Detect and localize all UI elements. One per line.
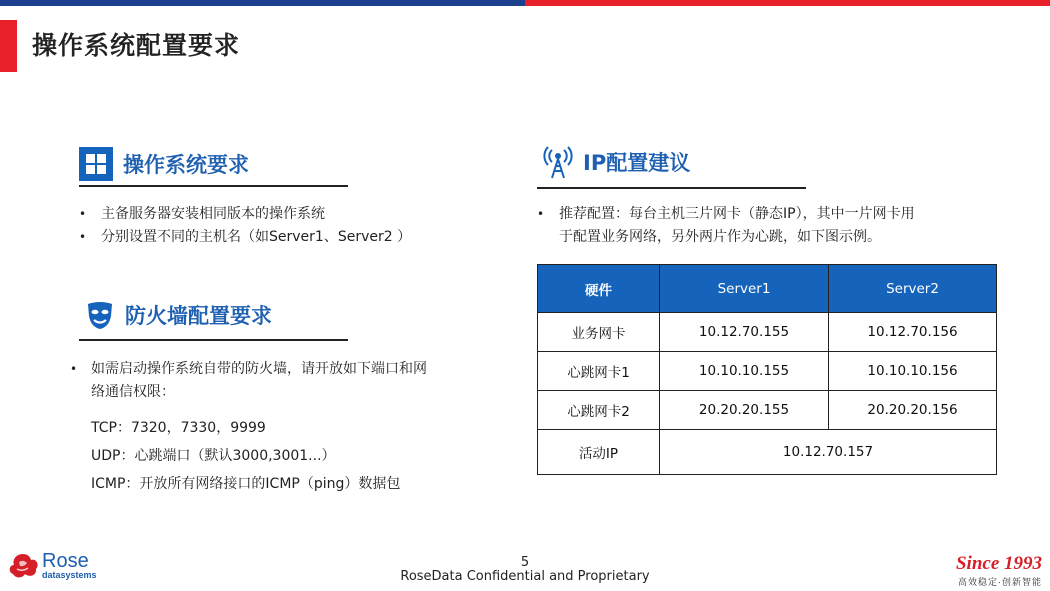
table-cell: 心跳网卡2 xyxy=(538,391,660,430)
list-item-text: 推荐配置：每台主机三片网卡（静态IP），其中一片网卡用 于配置业务网络，另外两片作为心跳，如下图示例。 xyxy=(559,206,915,245)
table-cell: 20.20.20.156 xyxy=(829,391,997,430)
firewall-port-details xyxy=(91,414,400,498)
firewall-section-underline xyxy=(79,339,348,341)
table-row xyxy=(538,391,997,430)
table-cell: 10.10.10.156 xyxy=(829,352,997,391)
os-bullet-list xyxy=(79,203,499,249)
windows-icon xyxy=(79,147,113,181)
top-bar-blue xyxy=(0,0,525,6)
table-row xyxy=(538,430,997,475)
ip-config-table xyxy=(537,264,997,475)
udp-ports: UDP：心跳端口（默认3000,3001...） xyxy=(91,448,336,464)
list-item-text: 如需启动操作系统自带的防火墙，请开放如下端口和网 络通信权限： xyxy=(91,361,427,400)
column-header-server2: Server2 xyxy=(829,265,997,313)
table-cell: 业务网卡 xyxy=(538,313,660,352)
table-row xyxy=(538,313,997,352)
list-item: • 主备服务器安装相同版本的操作系统 xyxy=(79,203,499,226)
ip-section-title: IP配置建议 xyxy=(583,151,691,175)
antenna-icon xyxy=(541,145,575,179)
column-header-hardware: 硬件 xyxy=(538,265,660,313)
rose-logo-name: Rose xyxy=(42,550,89,572)
table-header-row xyxy=(538,265,997,313)
os-section-title: 操作系统要求 xyxy=(123,153,249,177)
table-cell: 活动IP xyxy=(538,430,660,475)
since-logo-tagline: 高效稳定·创新智能 xyxy=(958,577,1042,587)
icmp-rule: ICMP：开放所有网络接口的ICMP（ping）数据包 xyxy=(91,476,401,492)
firewall-bullet-list xyxy=(70,358,500,404)
confidential-notice: RoseData Confidential and Proprietary xyxy=(400,569,650,584)
ip-section-header xyxy=(541,145,690,179)
title-accent-bar xyxy=(0,20,17,72)
table-row xyxy=(538,352,997,391)
firewall-section-header xyxy=(83,298,272,332)
table-cell-active-ip: 10.12.70.157 xyxy=(660,430,997,475)
tcp-ports: TCP：7320，7330，9999 xyxy=(91,420,266,436)
table-cell: 心跳网卡1 xyxy=(538,352,660,391)
list-item-text: 分别设置不同的主机名（如Server1、Server2 ） xyxy=(101,229,412,245)
list-item: • 分别设置不同的主机名（如Server1、Server2 ） xyxy=(79,226,499,249)
list-item-text: 主备服务器安装相同版本的操作系统 xyxy=(101,206,325,222)
rose-logo-sub: datasystems xyxy=(42,570,97,580)
mask-icon xyxy=(83,298,117,332)
os-section-header xyxy=(79,147,249,181)
table-cell: 10.12.70.156 xyxy=(829,313,997,352)
table-cell: 10.12.70.155 xyxy=(660,313,829,352)
page-title: 操作系统配置要求 xyxy=(32,31,241,60)
list-item: • 推荐配置：每台主机三片网卡（静态IP），其中一片网卡用 于配置业务网络，另外两片作为心跳，如下图示例。 xyxy=(537,203,997,249)
ip-section-underline xyxy=(537,187,806,189)
column-header-server1: Server1 xyxy=(660,265,829,313)
ip-bullet-list xyxy=(537,203,997,249)
since-logo-text: Since 1993 xyxy=(955,553,1042,574)
os-section-underline xyxy=(79,185,348,187)
table-cell: 10.10.10.155 xyxy=(660,352,829,391)
firewall-section-title: 防火墙配置要求 xyxy=(125,304,272,328)
page-number: 5 xyxy=(520,555,530,570)
list-item: • 如需启动操作系统自带的防火墙，请开放如下端口和网 络通信权限： xyxy=(70,358,500,404)
since-1993-logo xyxy=(956,553,1042,588)
table-cell: 20.20.20.155 xyxy=(660,391,829,430)
top-bar-red xyxy=(525,0,1050,6)
